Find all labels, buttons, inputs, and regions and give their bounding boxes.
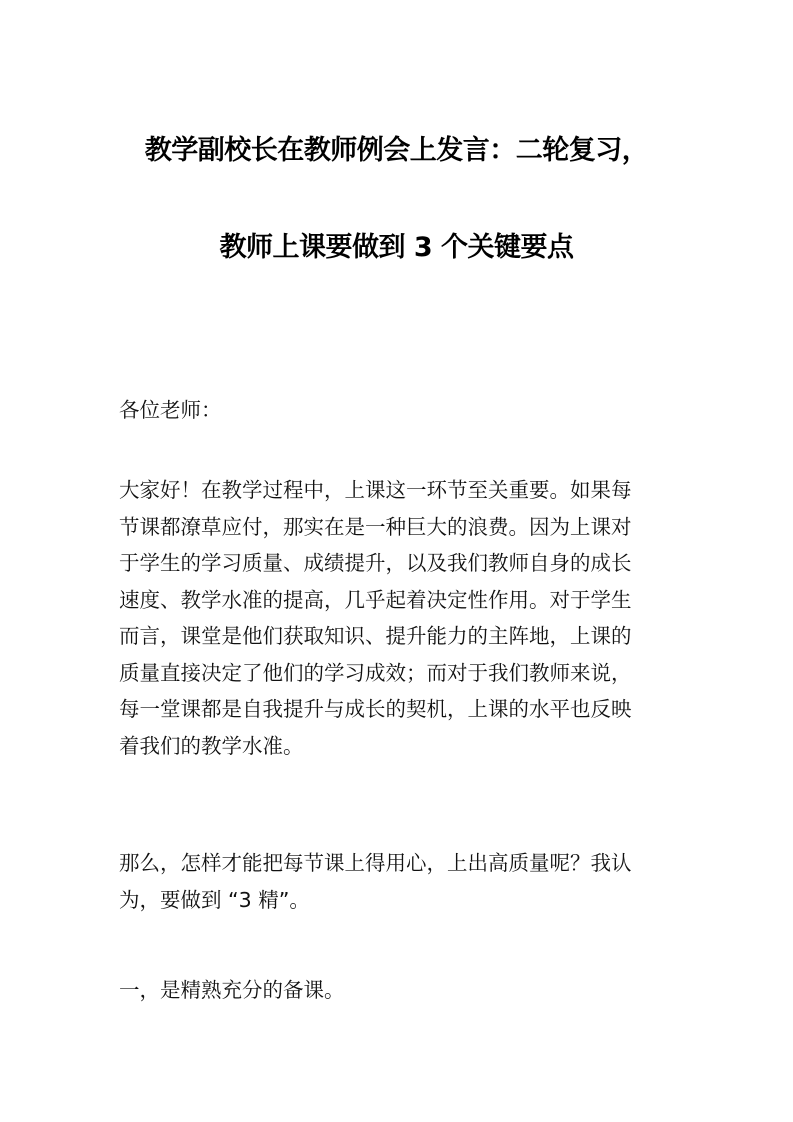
paragraph-intro: [119, 472, 679, 764]
paragraph-line: 于学生的学习质量、成绩提升，以及我们教师自身的成长: [119, 551, 632, 575]
paragraph-line: 每一堂课都是自我提升与成长的契机，上课的水平也反映: [119, 697, 632, 721]
paragraph-line: 而言，课堂是他们获取知识、提升能力的主阵地，上课的: [119, 624, 632, 648]
paragraph-line: 一，是精熟充分的备课。: [119, 978, 345, 1002]
paragraph-line: 大家好！在教学过程中，上课这一环节至关重要。如果每: [119, 478, 632, 502]
document-title-line-1: 教学副校长在教师例会上发言：二轮复习，: [144, 135, 649, 166]
paragraph-line: 那么，怎样才能把每节课上得用心，上出高质量呢？我认: [119, 851, 632, 875]
document-title-line-2: 教师上课要做到 3 个关键要点: [219, 232, 574, 263]
paragraph-line: 速度、教学水准的提高，几乎起着决定性作用。对于学生: [119, 587, 632, 612]
paragraph-line: 着我们的教学水准。: [119, 733, 304, 758]
paragraph-line: 质量直接决定了他们的学习成效；而对于我们教师来说，: [119, 660, 632, 685]
paragraph-question: [119, 845, 679, 918]
paragraph-line: 节课都潦草应付，那实在是一种巨大的浪费。因为上课对: [119, 514, 632, 539]
paragraph-point-one: [119, 972, 679, 1009]
salutation: 各位老师：: [119, 398, 222, 422]
paragraph-line: 为，要做到 “3 精”。: [119, 887, 310, 912]
